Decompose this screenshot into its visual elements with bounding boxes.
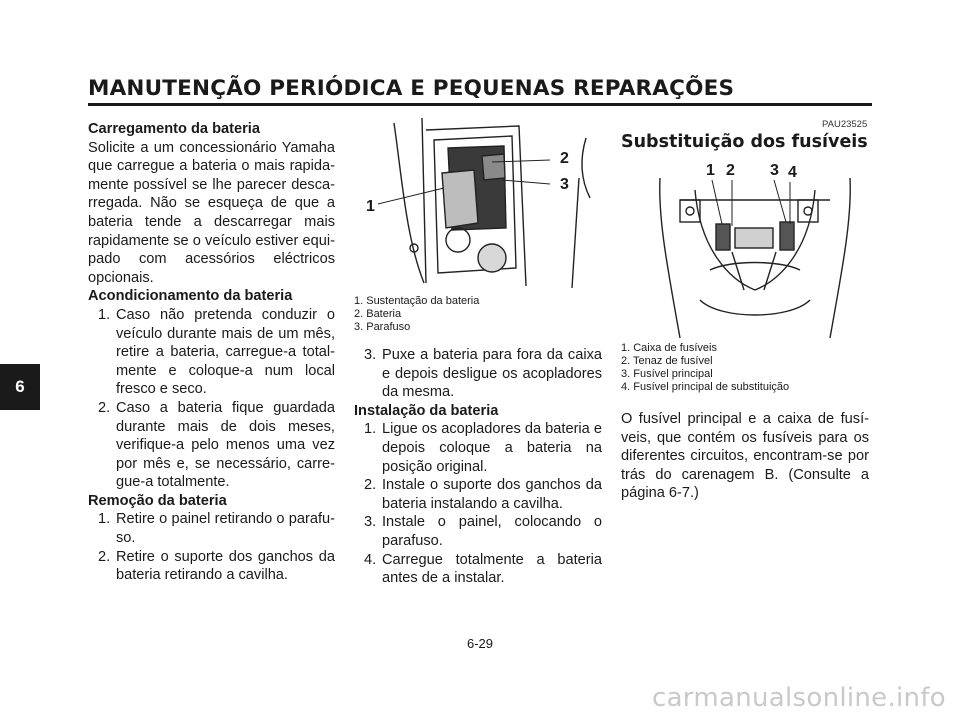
item-number: 2. <box>98 548 111 565</box>
install-item <box>364 476 602 513</box>
column-2 <box>354 295 602 588</box>
figure-label: 2 <box>726 162 735 179</box>
fuse-caption: 1. Caixa de fusíveis <box>621 342 717 354</box>
battery-illustration <box>354 118 602 290</box>
item-text: Puxe a bateria para fora da caixa e depois desligue os acopladores da mesma. <box>382 347 602 401</box>
removal-heading: Remoção da bateria <box>88 492 227 509</box>
item-text: Retire o painel retirando o parafu-so. <box>116 511 335 547</box>
item-number: 2. <box>98 399 111 416</box>
item-number: 3. <box>364 347 377 363</box>
item-number: 2. <box>364 477 377 494</box>
item-number: 1. <box>98 511 111 528</box>
fuse-illustration <box>640 160 870 338</box>
figure-label: 3 <box>560 176 569 193</box>
battery-figure <box>354 118 602 290</box>
figure-label: 3 <box>770 162 779 179</box>
battery-caption: 2. Bateria <box>354 308 402 320</box>
battery-caption: 3. Parafuso <box>354 321 411 333</box>
install-item <box>364 551 602 588</box>
item-text: Instale o suporte dos ganchos da bateria instalando a cavilha. <box>382 477 602 512</box>
item-text: Instale o painel, colocando o parafuso. <box>382 514 602 549</box>
charging-paragraph: Solicite a um concessionário Yamaha que carregue a bateria o mais rapida-mente possível se lhe parecer desca-rregada. Não se esqueça de que a bateria tende a descarregar mais rapidamente se o veículo estiver equi-pado com acessórios eléctricos opcionais. <box>88 139 335 286</box>
storage-item <box>98 306 335 399</box>
install-heading: Instalação da bateria <box>354 402 499 419</box>
removal-item <box>364 346 602 402</box>
reference-code: PAU23525 <box>822 119 868 130</box>
item-text: Retire o suporte dos ganchos da bateria retirando a cavilha. <box>116 548 335 584</box>
item-text: Caso a bateria fique guardada durante mais de dois meses, verifique-a pelo menos uma vez por mês e, se necessário, carre-gue-a totalmente. <box>116 399 335 491</box>
figure-label: 4 <box>788 164 797 181</box>
fuse-figure <box>640 160 870 338</box>
figure-label: 1 <box>366 198 375 215</box>
removal-item <box>98 510 335 547</box>
removal-item <box>98 548 335 585</box>
item-text: Ligue os acopladores da bateria e depois coloque a bateria na posição original. <box>382 421 602 475</box>
fuse-caption: 2. Tenaz de fusível <box>621 355 713 367</box>
header-rule <box>88 103 872 106</box>
install-item <box>364 420 602 476</box>
chapter-tab: 6 <box>0 364 40 410</box>
item-number: 1. <box>364 421 377 438</box>
item-number: 1. <box>98 306 111 323</box>
storage-heading: Acondicionamento da bateria <box>88 288 293 305</box>
item-text: Caso não pretenda conduzir o veículo durante mais de um mês, retire a bateria, carregue-a total-mente e coloque-a num local fresco e seco. <box>116 306 335 398</box>
fuse-caption: 4. Fusível principal de substituição <box>621 381 790 393</box>
charging-heading: Carregamento da bateria <box>88 121 260 137</box>
fuse-caption: 3. Fusível principal <box>621 368 713 380</box>
watermark: carmanualsonline.info <box>651 683 946 713</box>
item-number: 4. <box>364 551 377 568</box>
item-number: 3. <box>364 514 377 531</box>
fuse-heading: Substituição dos fusíveis <box>621 132 868 152</box>
page-number: 6-29 <box>466 636 494 651</box>
column-3 <box>621 342 869 503</box>
page-header-title: MANUTENÇÃO PERIÓDICA E PEQUENAS REPARAÇÕES <box>88 76 735 101</box>
column-1 <box>88 120 335 585</box>
battery-caption: 1. Sustentação da bateria <box>354 295 480 307</box>
figure-label: 1 <box>706 162 715 179</box>
figure-label: 2 <box>560 150 569 167</box>
fuse-paragraph: O fusível principal e a caixa de fusí-veis, que contém os fusíveis para os diferentes circuitos, encontram-se por trás do carenagem B. (Consulte a página 6-7.) <box>621 411 869 502</box>
item-text: Carregue totalmente a bateria antes de a instalar. <box>382 551 602 587</box>
install-item <box>364 513 602 550</box>
storage-item <box>98 399 335 492</box>
